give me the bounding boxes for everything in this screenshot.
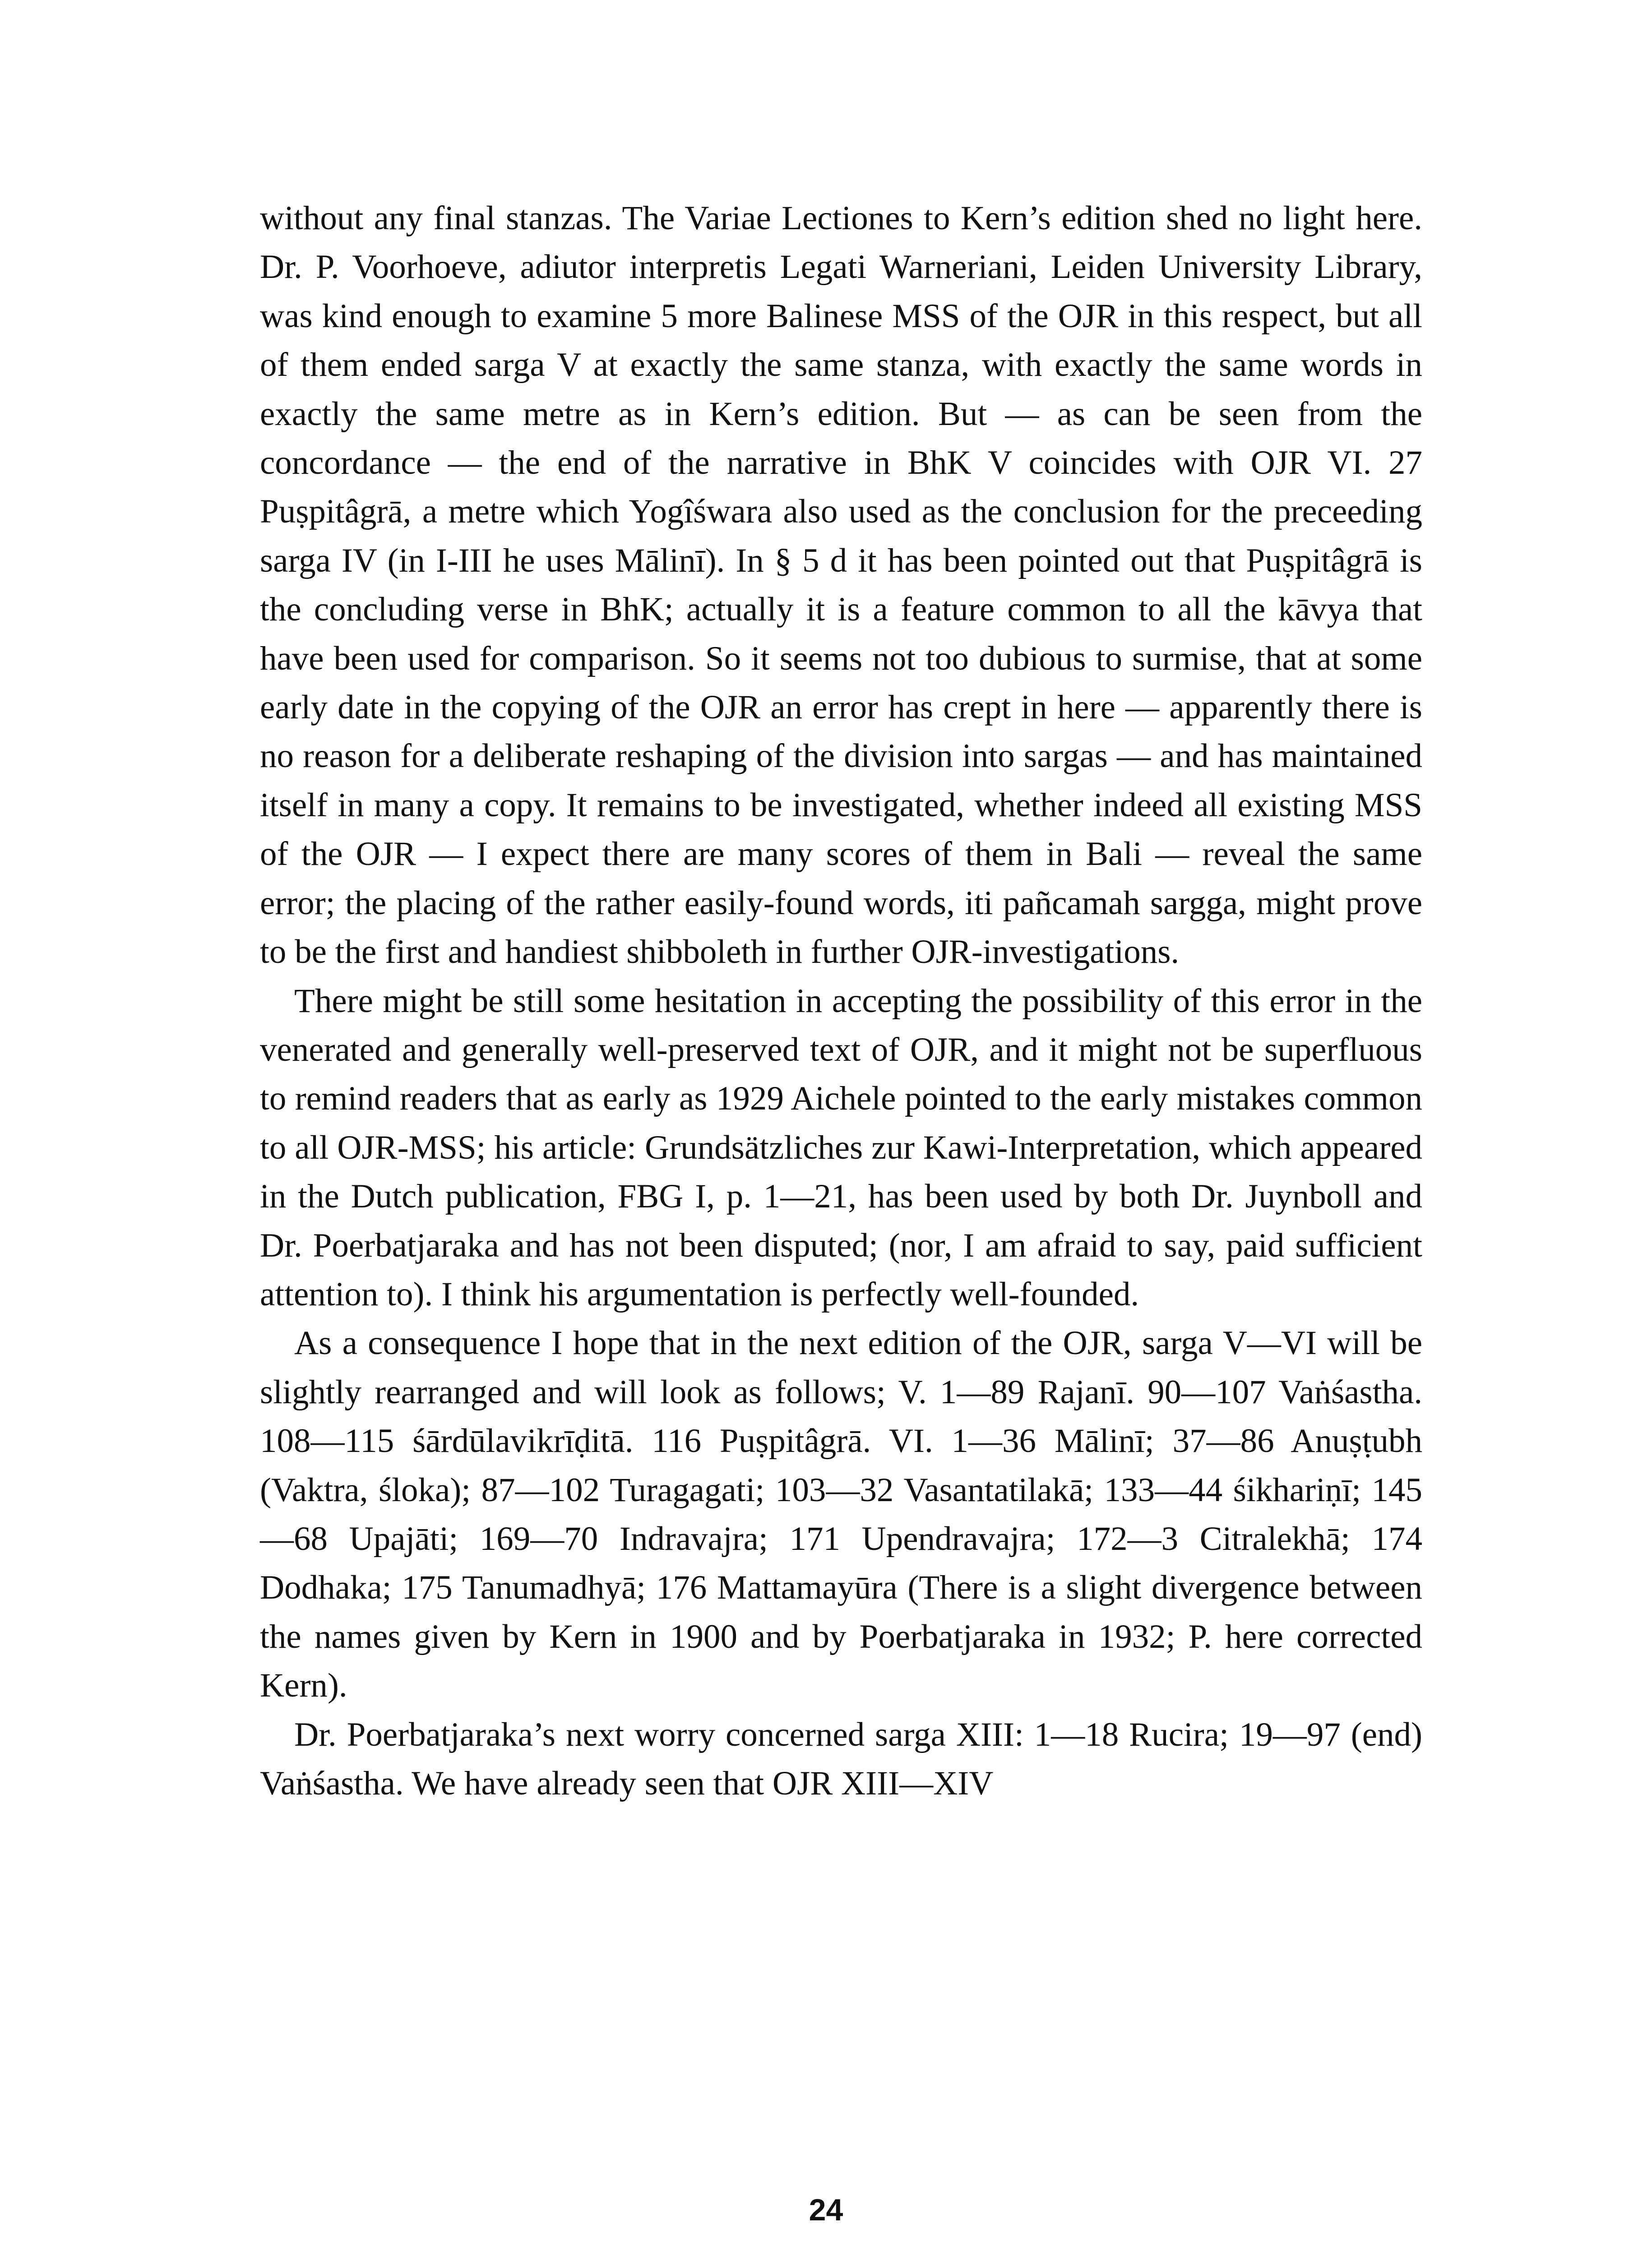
paragraph-1: without any final stanzas. The Variae Lectiones to Kern’s edition shed no light here. Dr. P. Voorhoeve, adiutor interpretis Legati Warneriani, Leiden University Library, was kind enough to examine 5 more Balinese MSS of the OJR in this respect, but all of them ended sarga V at exactly the same stanza, with exactly the same words in exactly the same metre as in Kern’s edition. But — as can be seen from the concordance — the end of the narrative in BhK V coincides with OJR VI. 27 Puṣpitâgrā, a metre which Yogîśwara also used as the conclusion for the preceeding sarga IV (in I-III he uses Mālinī). In § 5 d it has been pointed out that Puṣpitâgrā is the concluding verse in BhK; actually it is a feature common to all the kāvya that have been used for comparison. So it seems not too dubious to surmise, that at some early date in the copying of the OJR an error has crept in here — apparently there is no reason for a deliberate reshaping of the division into sargas — and has maintained itself in many a copy. It remains to be investigated, whether indeed all existing MSS of the OJR — I expect there are many scores of them in Bali — reveal the same error; the placing of the rather easily-found words, iti pañcamah sargga, might prove to be the first and handiest shibboleth in further OJR-investigations. <box>260 199 1422 971</box>
paragraph-4: Dr. Poerbatjaraka’s next worry concerned sarga XIII: 1—18 Rucira; 19—97 (end) Vaṅśastha. We have already seen that OJR XIII—XIV <box>260 1715 1422 1802</box>
paragraph-3: As a consequence I hope that in the next edition of the OJR, sarga V—VI will be slightly rearranged and will look as follows; V. 1—89 Rajanī. 90—107 Vaṅśastha. 108—115 śārdūlavikrīḍitā. 116 Puṣpitâgrā. VI. 1—36 Mālinī; 37—86 Anuṣṭubh (Vaktra, śloka); 87—102 Turagagati; 103—32 Vasantatilakā; 133—44 śikhariṇī; 145—68 Upajāti; 169—70 Indravajra; 171 Upendravajra; 172—3 Citralekhā; 174 Dodhaka; 175 Tanumadhyā; 176 Mattamayūra (There is a slight divergence between the names given by Kern in 1900 and by Poerbatjaraka in 1932; P. here corrected Kern). <box>260 1324 1422 1705</box>
page-number: 24 <box>809 2193 843 2227</box>
page-body <box>260 194 1422 1808</box>
paragraph-2: There might be still some hesitation in accepting the possibility of this error in the venerated and generally well-preserved text of OJR, and it might not be superfluous to remind readers that as early as 1929 Aichele pointed to the early mistakes common to all OJR-MSS; his article: Grundsätzliches zur Kawi-Interpretation, which appeared in the Dutch publication, FBG I, p. 1—21, has been used by both Dr. Juynboll and Dr. Poerbatjaraka and has not been disputed; (nor, I am afraid to say, paid sufficient attention to). I think his argumentation is perfectly well-founded. <box>260 982 1422 1313</box>
